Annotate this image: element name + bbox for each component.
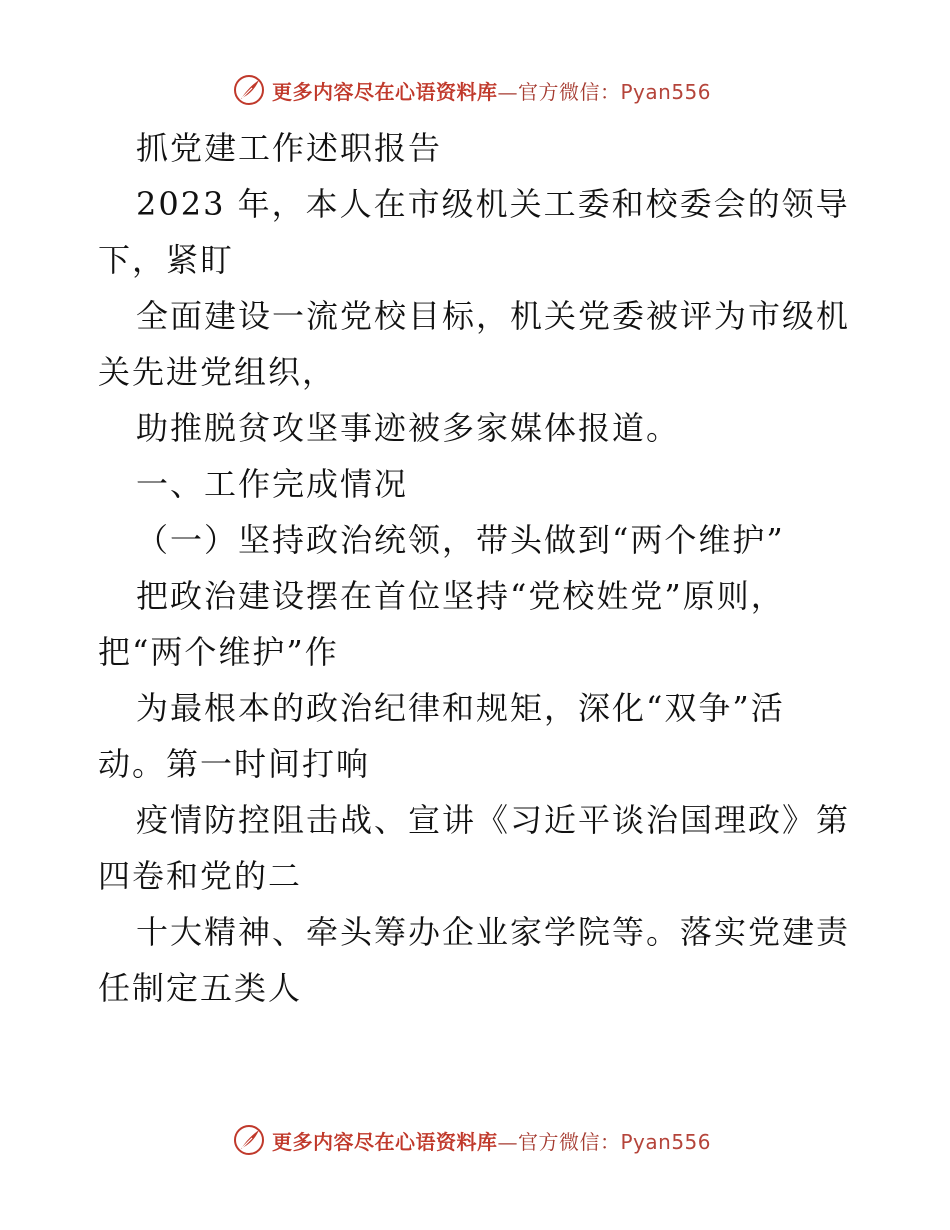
paragraph-line: 疫情防控阻击战、宣讲《习近平谈治国理政》第: [136, 801, 851, 839]
feather-pen-logo-icon: [232, 73, 266, 107]
footer-watermark: [232, 1120, 711, 1160]
paragraph-line: 十大精神、牵头筹办企业家学院等。落实党建责: [136, 913, 851, 951]
paragraph-line: 下，紧盯: [98, 241, 235, 279]
feather-pen-logo-icon: [232, 1123, 266, 1157]
paragraph-line: 为最根本的政治纪律和规矩，深化“双争”活: [136, 689, 785, 727]
header-watermark: [232, 70, 711, 110]
watermark-sub-text: —官方微信：: [497, 79, 621, 104]
paragraph-line: 任制定五类人: [98, 969, 303, 1007]
watermark-main-text: 更多内容尽在心语资料库: [272, 1129, 498, 1154]
paragraph-line: 助推脱贫攻坚事迹被多家媒体报道。: [136, 409, 681, 447]
watermark-sub-text: —官方微信：: [497, 1129, 621, 1154]
watermark-main-text: 更多内容尽在心语资料库: [272, 79, 498, 104]
document-title: 抓党建工作述职报告: [136, 129, 443, 167]
document-body: [98, 120, 868, 1016]
paragraph-line: 全面建设一流党校目标，机关党委被评为市级机: [136, 297, 851, 335]
paragraph-line: 把“两个维护”作: [98, 633, 339, 671]
watermark-text: [272, 76, 711, 105]
paragraph-line: 2023 年，本人在市级机关工委和校委会的领导: [136, 185, 850, 223]
paragraph-line: 把政治建设摆在首位坚持“党校姓党”原则，: [136, 577, 785, 615]
subsection-heading: （一）坚持政治统领，带头做到“两个维护”: [136, 521, 785, 559]
paragraph-line: 动。第一时间打响: [98, 745, 371, 783]
section-heading: 一、工作完成情况: [136, 465, 409, 503]
paragraph-line: 四卷和党的二: [98, 857, 303, 895]
paragraph-line: 关先进党组织，: [98, 353, 337, 391]
watermark-wechat-id: Pyan556: [620, 1129, 712, 1154]
watermark-text: [272, 1126, 711, 1155]
watermark-wechat-id: Pyan556: [620, 79, 712, 104]
